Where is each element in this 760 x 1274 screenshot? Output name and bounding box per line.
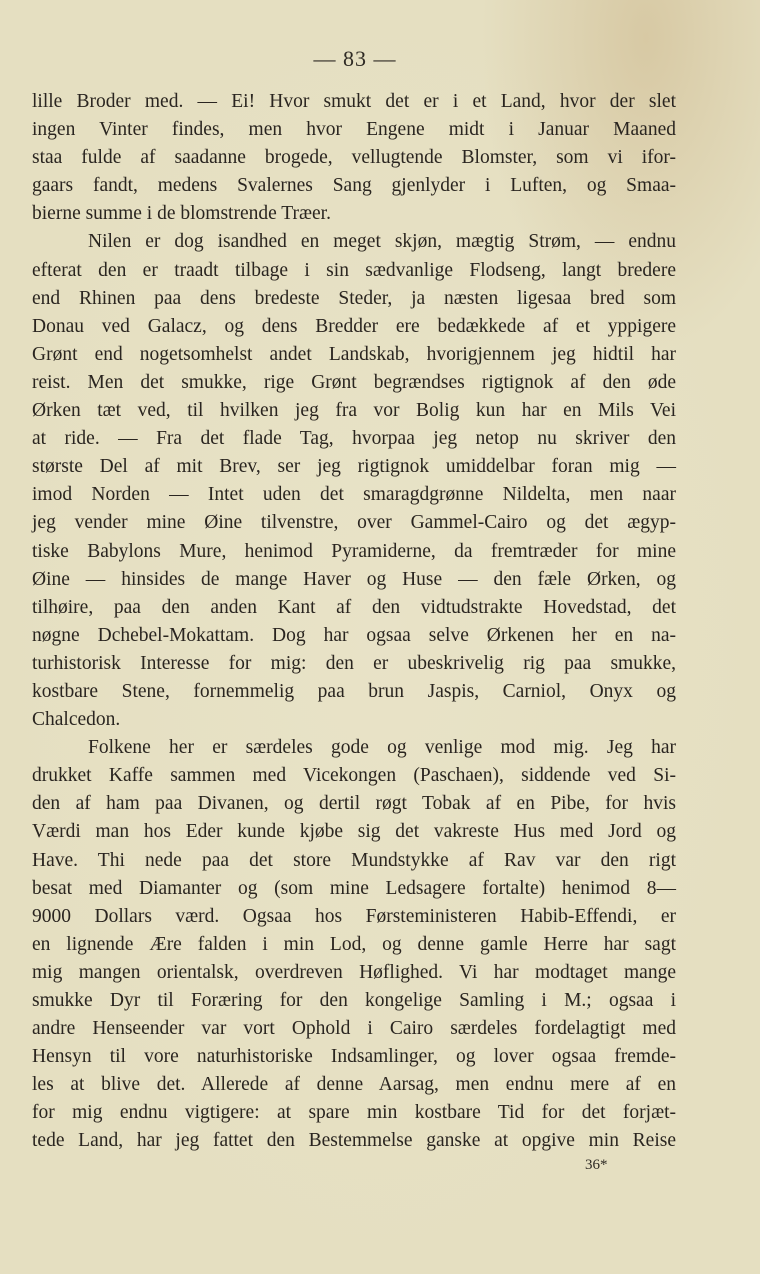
body-text: [32, 88, 676, 1156]
text-line: Donau ved Galacz, og dens Bredder ere bedækkede af et yppigere: [32, 315, 676, 337]
text-line: smukke Dyr til Foræring for den kongelige Samling i M.; ogsaa i: [32, 990, 676, 1011]
text-line: en lignende Ære falden i min Lod, og denne gamle Herre har sagt: [32, 933, 676, 955]
text-line: 9000 Dollars værd. Ogsaa hos Førsteministeren Habib-Effendi, er: [32, 905, 676, 927]
text-line: reist. Men det smukke, rige Grønt begrændses rigtignok af den øde: [32, 371, 676, 393]
text-line: tede Land, har jeg fattet den Bestemmelse ganske at opgive min Reise: [32, 1130, 676, 1152]
text-line: Hensyn til vore naturhistoriske Indsamlinger, og lover ogsaa fremde-: [32, 1046, 676, 1068]
text-line: Have. Thi nede paa det store Mundstykke af Rav var den rigt: [32, 849, 676, 871]
text-line: turhistorisk Interesse for mig: den er ubeskrivelig rig paa smukke,: [32, 652, 676, 674]
signature-mark: 36*: [585, 1157, 608, 1173]
text-line: staa fulde af saadanne brogede, vellugtende Blomster, som vi ifor-: [32, 147, 676, 169]
text-line: Nilen er dog isandhed en meget skjøn, mægtig Strøm, — endnu: [88, 231, 676, 253]
text-line: at ride. — Fra det flade Tag, hvorpaa jeg netop nu skriver den: [32, 428, 676, 450]
text-line: tilhøire, paa den anden Kant af den vidtudstrakte Hovedstad, det: [32, 596, 676, 618]
text-line: Folkene her er særdeles gode og venlige mod mig. Jeg har: [88, 737, 676, 759]
text-line: ingen Vinter findes, men hvor Engene midt i Januar Maaned: [32, 119, 676, 141]
text-line: den af ham paa Divanen, og dertil røgt Tobak af en Pibe, for hvis: [32, 793, 676, 815]
text-line: besat med Diamanter og (som mine Ledsagere fortalte) henimod 8—: [32, 877, 676, 899]
text-line: gaars fandt, medens Svalernes Sang gjenlyder i Luften, og Smaa-: [32, 175, 676, 197]
text-line: imod Norden — Intet uden det smaragdgrønne Nildelta, men naar: [32, 484, 676, 506]
text-line: kostbare Stene, fornemmelig paa brun Jaspis, Carniol, Onyx og: [32, 680, 676, 702]
text-line: efterat den er traadt tilbage i sin sædvanlige Flodseng, langt bredere: [32, 259, 676, 281]
text-line: drukket Kaffe sammen med Vicekongen (Paschaen), siddende ved Si-: [32, 765, 676, 787]
text-line: end Rhinen paa dens bredeste Steder, ja næsten ligesaa bred som: [32, 287, 676, 309]
text-line: Grønt end nogetsomhelst andet Landskab, hvorigjennem jeg hidtil har: [32, 343, 676, 365]
text-line: største Del af mit Brev, ser jeg rigtignok umiddelbar foran mig —: [32, 456, 676, 478]
text-line: tiske Babylons Mure, henimod Pyramiderne, da fremtræder for mine: [32, 540, 676, 562]
text-line: andre Henseender var vort Ophold i Cairo særdeles fordelagtigt med: [32, 1018, 676, 1040]
text-line: les at blive det. Allerede af denne Aarsag, men endnu mere af en: [32, 1074, 676, 1096]
text-line: Værdi man hos Eder kunde kjøbe sig det vakreste Hus med Jord og: [32, 821, 676, 843]
text-line: bierne summe i de blomstrende Træer.: [32, 203, 331, 225]
text-line: jeg vender mine Øine tilvenstre, over Gammel-Cairo og det ægyp-: [32, 512, 676, 534]
text-line: mig mangen orientalsk, overdreven Høflighed. Vi har modtaget mange: [32, 961, 676, 983]
text-line: for mig endnu vigtigere: at spare min kostbare Tid for det forjæt-: [32, 1102, 676, 1124]
text-line: lille Broder med. — Ei! Hvor smukt det er i et Land, hvor der slet: [32, 91, 676, 112]
text-line: Øine — hinsides de mange Haver og Huse — den fæle Ørken, og: [32, 568, 676, 590]
text-line: Chalcedon.: [32, 709, 121, 731]
text-line: Ørken tæt ved, til hvilken jeg fra vor Bolig kun har en Mils Vei: [32, 400, 676, 422]
text-line: nøgne Dchebel-Mokattam. Dog har ogsaa selve Ørkenen her en na-: [32, 624, 676, 646]
page-number: — 83 —: [313, 46, 397, 71]
